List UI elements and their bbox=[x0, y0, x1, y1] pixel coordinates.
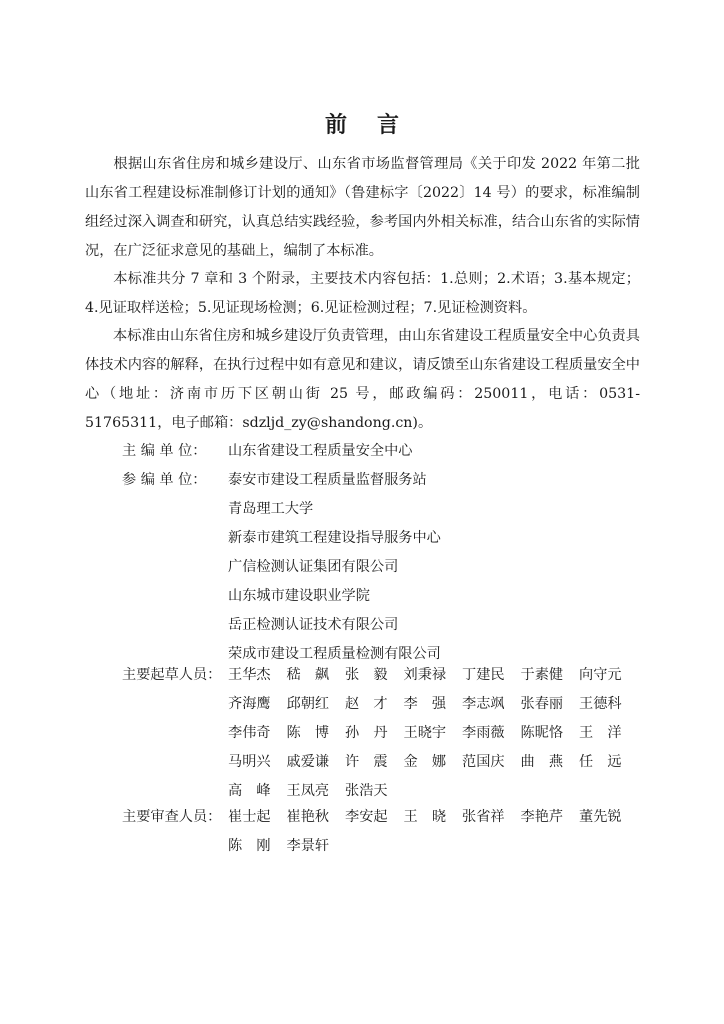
paragraph-contents: 本标准共分 7 章和 3 个附录，主要技术内容包括：1.总则；2.术语；3.基本规定；4.见证取样送检；5.见证现场检测；6.见证检测过程；7.见证检测资料。 bbox=[85, 271, 640, 316]
reviewer-name: 崔艳秋 bbox=[286, 809, 330, 825]
drafter-name: 王德科 bbox=[579, 696, 622, 712]
drafters-row bbox=[228, 690, 638, 719]
drafters-row bbox=[228, 777, 638, 806]
drafter-name: 向守元 bbox=[579, 667, 622, 683]
chief-unit-row bbox=[122, 437, 412, 466]
participating-unit: 新泰市建筑工程建设指导服务中心 bbox=[228, 530, 441, 546]
drafter-name: 齐海鹰 bbox=[228, 696, 271, 712]
drafter-name: 李 强 bbox=[403, 696, 447, 712]
reviewer-name: 李安起 bbox=[345, 809, 388, 825]
reviewer-name: 张省祥 bbox=[462, 809, 505, 825]
title-char-1: 前 bbox=[324, 112, 347, 138]
chief-unit-value: 山东省建设工程质量安全中心 bbox=[228, 443, 413, 459]
drafter-name: 嵇 飙 bbox=[286, 667, 330, 683]
reviewer-name: 崔士起 bbox=[228, 809, 271, 825]
drafters-label: 主要起草人员： bbox=[122, 667, 222, 683]
drafter-name: 王华杰 bbox=[228, 667, 271, 683]
page-title bbox=[0, 108, 724, 139]
chief-unit-label: 主 编 单 位： bbox=[122, 443, 207, 459]
drafter-name: 邱朝红 bbox=[286, 696, 330, 712]
drafter-name: 张 毅 bbox=[345, 667, 388, 683]
drafter-name: 曲 燕 bbox=[520, 754, 564, 770]
drafter-name: 张春丽 bbox=[520, 696, 564, 712]
drafter-name: 马明兴 bbox=[228, 754, 271, 770]
drafter-name: 王 洋 bbox=[579, 725, 622, 741]
drafter-name: 任 远 bbox=[579, 754, 622, 770]
drafters-names bbox=[228, 661, 638, 806]
reviewer-name: 陈 刚 bbox=[228, 838, 271, 854]
participating-unit: 泰安市建设工程质量监督服务站 bbox=[228, 472, 427, 488]
paragraph-background: 根据山东省住房和城乡建设厅、山东省市场监督管理局《关于印发 2022 年第二批山东省工程建设标准制修订计划的通知》（鲁建标字〔2022〕14 号）的要求，标准编制组经过深入调查和研究，认真总结实践经验，参考国内外相关标准，结合山东省的实际情况，在广泛征求意见的基础上，编制了本标准。 bbox=[85, 156, 640, 259]
reviewers-label: 主要审查人员： bbox=[122, 809, 222, 825]
drafter-name: 戚爱谦 bbox=[286, 754, 330, 770]
drafter-name: 孙 丹 bbox=[345, 725, 388, 741]
reviewer-name: 董先锐 bbox=[579, 809, 622, 825]
drafters-row bbox=[228, 748, 638, 777]
drafter-name: 李志飒 bbox=[462, 696, 505, 712]
drafter-name: 高 峰 bbox=[228, 783, 271, 799]
drafters-row bbox=[228, 719, 638, 748]
drafters-label-row bbox=[122, 661, 228, 690]
drafter-name: 赵 才 bbox=[345, 696, 388, 712]
drafter-name: 张浩天 bbox=[345, 783, 388, 799]
participating-unit: 青岛理工大学 bbox=[228, 501, 314, 517]
drafter-name: 李雨薇 bbox=[462, 725, 505, 741]
participating-unit: 岳正检测认证技术有限公司 bbox=[228, 617, 399, 633]
participating-units-list bbox=[228, 466, 441, 669]
drafter-name: 李伟奇 bbox=[228, 725, 271, 741]
participating-unit: 广信检测认证集团有限公司 bbox=[228, 559, 399, 575]
reviewers-names bbox=[228, 803, 638, 861]
reviewers-label-row bbox=[122, 803, 228, 832]
drafter-name: 王凤亮 bbox=[286, 783, 330, 799]
drafter-name: 刘秉禄 bbox=[403, 667, 447, 683]
participating-units-label-row bbox=[122, 466, 228, 495]
drafter-name: 金 娜 bbox=[403, 754, 447, 770]
paragraph-management: 本标准由山东省住房和城乡建设厅负责管理，由山东省建设工程质量安全中心负责具体技术内容的解释，在执行过程中如有意见和建议，请反馈至山东省建设工程质量安全中心（地址：济南市历下区朝山街 25 号，邮政编码：250011，电话：0531-51765311，电子邮箱：sdzljd_zy@shandong.cn)。 bbox=[85, 328, 640, 431]
drafter-name: 于素健 bbox=[520, 667, 564, 683]
title-char-2: 言 bbox=[377, 112, 400, 138]
participating-unit: 山东城市建设职业学院 bbox=[228, 588, 370, 604]
drafter-name: 丁建民 bbox=[462, 667, 505, 683]
reviewer-name: 李景轩 bbox=[286, 838, 330, 854]
drafter-name: 陈 博 bbox=[286, 725, 330, 741]
drafter-name: 范国庆 bbox=[462, 754, 505, 770]
drafter-name: 陈昵恪 bbox=[520, 725, 564, 741]
reviewer-name: 李艳芹 bbox=[520, 809, 564, 825]
drafter-name: 王晓宇 bbox=[403, 725, 447, 741]
drafters-row bbox=[228, 661, 638, 690]
reviewers-row bbox=[228, 803, 638, 832]
participating-units-label: 参 编 单 位： bbox=[122, 472, 207, 488]
reviewer-name: 王 晓 bbox=[403, 809, 447, 825]
reviewers-row bbox=[228, 832, 638, 861]
drafter-name: 许 震 bbox=[345, 754, 388, 770]
participating-unit: 荣成市建设工程质量检测有限公司 bbox=[228, 646, 441, 662]
